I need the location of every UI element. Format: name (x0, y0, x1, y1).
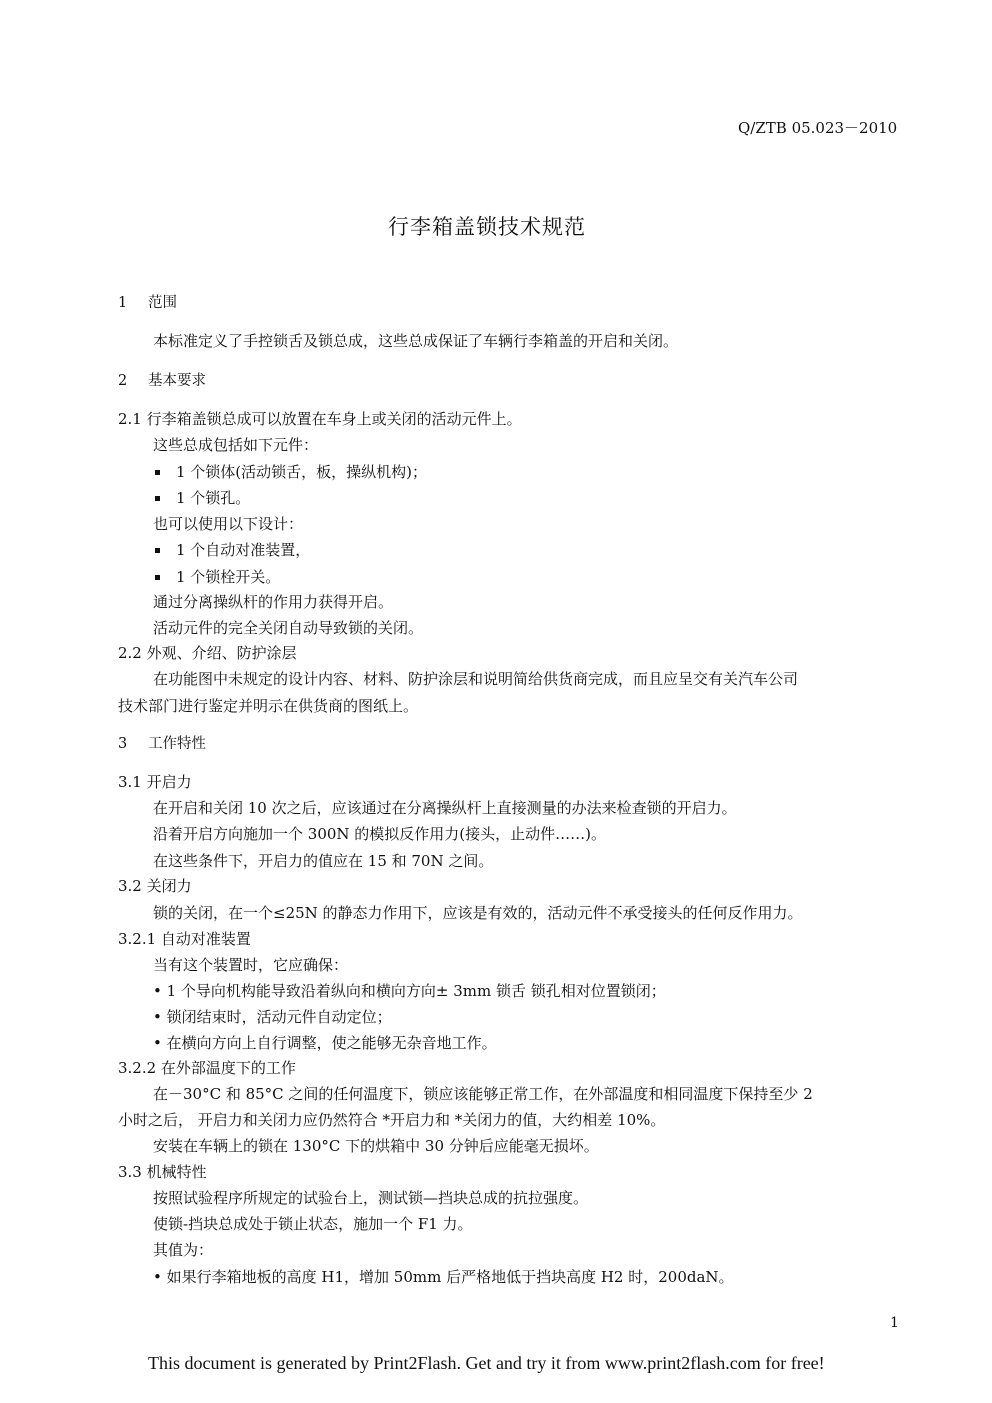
section-3-2-2-paragraph: 小时之后， 开启力和关闭力应仍然符合 *开启力和 *关闭力的值，大约相差 10%。 (118, 1111, 666, 1129)
section-3-2-line: 锁的关闭，在一个≤25N 的静态力作用下，应该是有效的，活动元件不承受接头的任何反作用力。 (153, 904, 803, 922)
section-1-number: 1 (118, 295, 128, 311)
section-3-1-heading: 3.1 开启力 (118, 773, 192, 791)
section-2-1-line: 活动元件的完全关闭自动导致锁的关闭。 (153, 619, 424, 637)
bullet-item: • 1 个导向机构能导致沿着纵向和横向方向± 3mm 锁舌 锁孔相对位置锁闭； (153, 982, 666, 1000)
bullet-item: • 锁闭结束时，活动元件自动定位； (153, 1008, 392, 1026)
bullet-item: • 在横向方向上自行调整，使之能够无杂音地工作。 (153, 1034, 497, 1052)
footer-watermark: This document is generated by Print2Flash. Get and try it from www.print2flash.com for free! (148, 1353, 825, 1373)
section-3-3-line: 使锁-挡块总成处于锁止状态，施加一个 F1 力。 (153, 1215, 473, 1233)
page-title: 行李箱盖锁技术规范 (388, 215, 586, 239)
bullet-item: 1 个自动对准装置， (155, 540, 310, 560)
section-3-2-1-line: 当有这个装置时，它应确保： (153, 956, 349, 974)
section-1-title: 范围 (148, 295, 177, 311)
section-2-2-heading: 2.2 外观、介绍、防护涂层 (118, 644, 297, 662)
document-number: Q/ZTB 05.023－2010 (738, 119, 898, 137)
section-2-2-paragraph: 在功能图中未规定的设计内容、材料、防护涂层和说明简给供货商完成，而且应呈交有关汽车公司 (153, 670, 799, 688)
bullet-item: 1 个锁孔。 (155, 488, 250, 508)
section-3-3-heading: 3.3 机械特性 (118, 1163, 207, 1181)
section-3-2-2-paragraph: 安装在车辆上的锁在 130°C 下的烘箱中 30 分钟后应能毫无损坏。 (153, 1137, 599, 1155)
section-2-1-heading: 2.1 行李箱盖锁总成可以放置在车身上或关闭的活动元件上。 (118, 410, 522, 428)
section-2-1-line: 也可以使用以下设计： (153, 515, 304, 533)
section-1-paragraph: 本标准定义了手控锁舌及锁总成，这些总成保证了车辆行李箱盖的开启和关闭。 (153, 332, 679, 350)
section-3-number: 3 (118, 736, 128, 752)
section-2-1-line: 通过分离操纵杆的作用力获得开启。 (153, 593, 394, 611)
section-3-title: 工作特性 (148, 736, 206, 752)
section-2-title: 基本要求 (148, 373, 206, 389)
section-3-3-line: 按照试验程序所规定的试验台上，测试锁—挡块总成的抗拉强度。 (153, 1189, 589, 1207)
section-3-2-2-heading: 3.2.2 在外部温度下的工作 (118, 1059, 296, 1077)
section-3-3-line: 其值为： (153, 1241, 214, 1259)
bullet-item: 1 个锁栓开关。 (155, 567, 280, 587)
section-3-1-line: 沿着开启方向施加一个 300N 的模拟反作用力(接头，止动件……)。 (153, 825, 606, 843)
section-3-2-2-paragraph: 在－30°C 和 85°C 之间的任何温度下，锁应该能够正常工作，在外部温度和相同温度下保持至少 2 (153, 1085, 813, 1103)
bullet-item: 1 个锁体(活动锁舌，板，操纵机构)； (155, 462, 427, 482)
section-3-1-line: 在这些条件下，开启力的值应在 15 和 70N 之间。 (153, 852, 494, 870)
section-3-2-heading: 3.2 关闭力 (118, 877, 192, 895)
section-3-1-line: 在开启和关闭 10 次之后，应该通过在分离操纵杆上直接测量的办法来检查锁的开启力。 (153, 799, 737, 817)
section-2-1-line: 这些总成包括如下元件： (153, 436, 319, 454)
bullet-item: • 如果行李箱地板的高度 H1，增加 50mm 后严格地低于挡块高度 H2 时，200daN。 (153, 1268, 734, 1286)
page-number: 1 (890, 1315, 899, 1331)
section-2-number: 2 (118, 373, 128, 389)
section-3-2-1-heading: 3.2.1 自动对准装置 (118, 930, 251, 948)
section-2-2-paragraph: 技术部门进行鉴定并明示在供货商的图纸上。 (118, 697, 419, 715)
